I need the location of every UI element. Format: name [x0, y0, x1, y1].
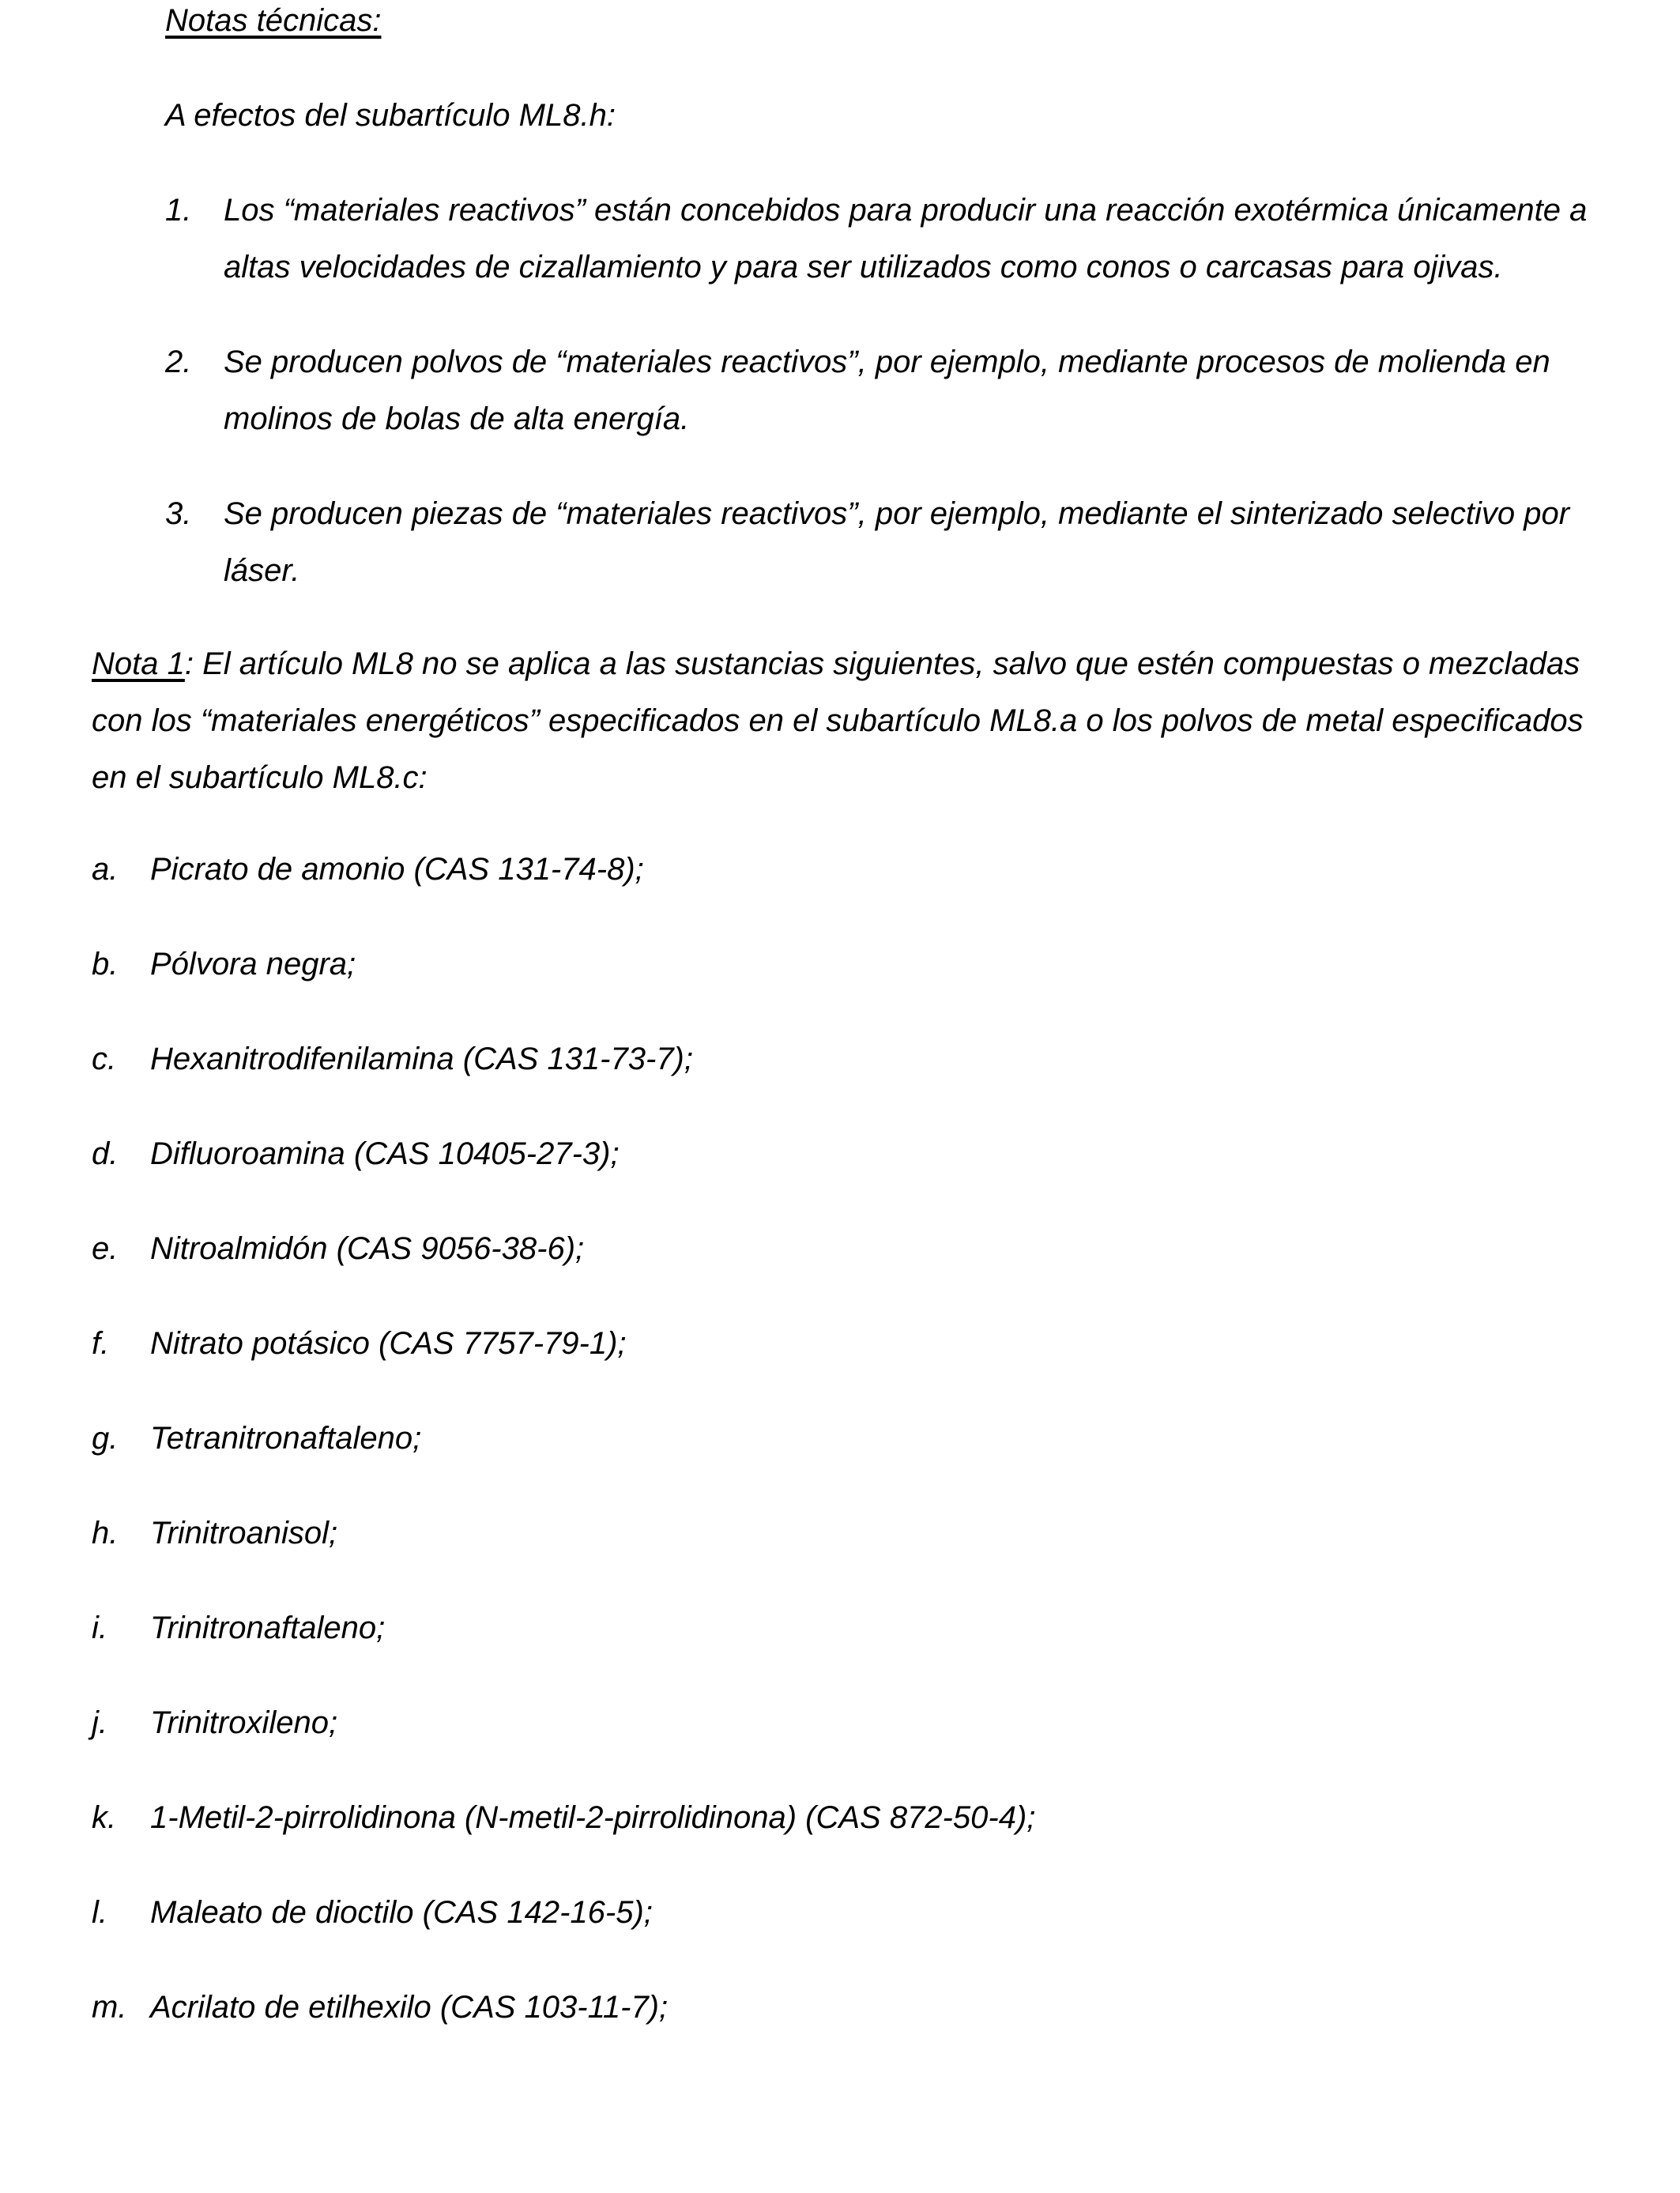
nota-1-label: Nota 1 — [92, 646, 185, 681]
list-item — [92, 1220, 1596, 1315]
list-item-text: Tetranitronaftaleno; — [150, 1421, 422, 1456]
note-number: 1. — [165, 193, 192, 228]
list-item-text: Maleato de dioctilo (CAS 142-16-5); — [150, 1895, 653, 1930]
list-item-marker: i. — [92, 1611, 107, 1645]
list-item-marker: g. — [92, 1421, 119, 1456]
list-item-marker: d. — [92, 1136, 119, 1171]
note-text: Los “materiales reactivos” están concebidos para producir una reacción exotérmica únicamente a altas velocidades de cizallamiento y para ser utilizados como conos o carcasas para ojivas. — [224, 193, 1588, 284]
list-item-marker: e. — [92, 1231, 119, 1266]
list-item — [92, 936, 1596, 1031]
excluded-substances-list — [92, 841, 1596, 2074]
list-item-text: Pólvora negra; — [150, 947, 356, 982]
list-item — [92, 1694, 1596, 1789]
list-item — [92, 1505, 1596, 1600]
note-number: 3. — [165, 496, 192, 531]
list-item-text: Trinitronaftaleno; — [150, 1611, 386, 1645]
list-item-text: Picrato de amonio (CAS 131-74-8); — [150, 852, 644, 887]
numbered-note — [165, 485, 1595, 599]
note-text: Se producen polvos de “materiales reactivos”, por ejemplo, mediante procesos de molienda en molinos de bolas de alta energía. — [224, 345, 1550, 436]
list-item-marker: c. — [92, 1042, 117, 1076]
intro-line: A efectos del subartículo ML8.h: — [165, 98, 616, 133]
list-item-text: 1-Metil-2-pirrolidinona (N-metil-2-pirrolidinona) (CAS 872-50-4); — [150, 1800, 1036, 1835]
list-item — [92, 1410, 1596, 1505]
technical-notes-heading: Notas técnicas: — [165, 3, 382, 38]
list-item-marker: k. — [92, 1800, 117, 1835]
list-item-marker: h. — [92, 1516, 119, 1551]
list-item-text: Trinitroxileno; — [150, 1705, 338, 1740]
list-item-text: Hexanitrodifenilamina (CAS 131-73-7); — [150, 1042, 693, 1076]
list-item — [92, 1125, 1596, 1220]
list-item-text: Acrilato de etilhexilo (CAS 103-11-7); — [150, 1990, 669, 2025]
list-item — [92, 841, 1596, 936]
list-item-marker: j. — [92, 1705, 107, 1740]
note-number: 2. — [165, 345, 192, 379]
list-item — [92, 1315, 1596, 1410]
note-text: Se producen piezas de “materiales reactivos”, por ejemplo, mediante el sinterizado selectivo por láser. — [224, 496, 1570, 588]
list-item-marker: b. — [92, 947, 119, 982]
numbered-note — [165, 333, 1595, 447]
list-item — [92, 1979, 1596, 2074]
list-item — [92, 1884, 1596, 1979]
list-item-text: Nitrato potásico (CAS 7757-79-1); — [150, 1326, 627, 1361]
list-item-text: Trinitroanisol; — [150, 1516, 338, 1551]
list-item — [92, 1600, 1596, 1694]
numbered-note — [165, 182, 1595, 296]
list-item-marker: a. — [92, 852, 119, 887]
list-item-text: Nitroalmidón (CAS 9056-38-6); — [150, 1231, 585, 1266]
list-item — [92, 1031, 1596, 1125]
nota-1-text: : El artículo ML8 no se aplica a las sustancias siguientes, salvo que estén compuestas o mezcladas con los “materiales energéticos” especificados en el subartículo ML8.a o los polvos de metal especificados en el subartículo ML8.c: — [92, 646, 1584, 795]
list-item — [92, 1789, 1596, 1884]
nota-1-paragraph — [92, 635, 1596, 806]
list-item-marker: f. — [92, 1326, 110, 1361]
list-item-marker: l. — [92, 1895, 107, 1930]
list-item-text: Difluoroamina (CAS 10405-27-3); — [150, 1136, 620, 1171]
list-item-marker: m. — [92, 1990, 127, 2025]
